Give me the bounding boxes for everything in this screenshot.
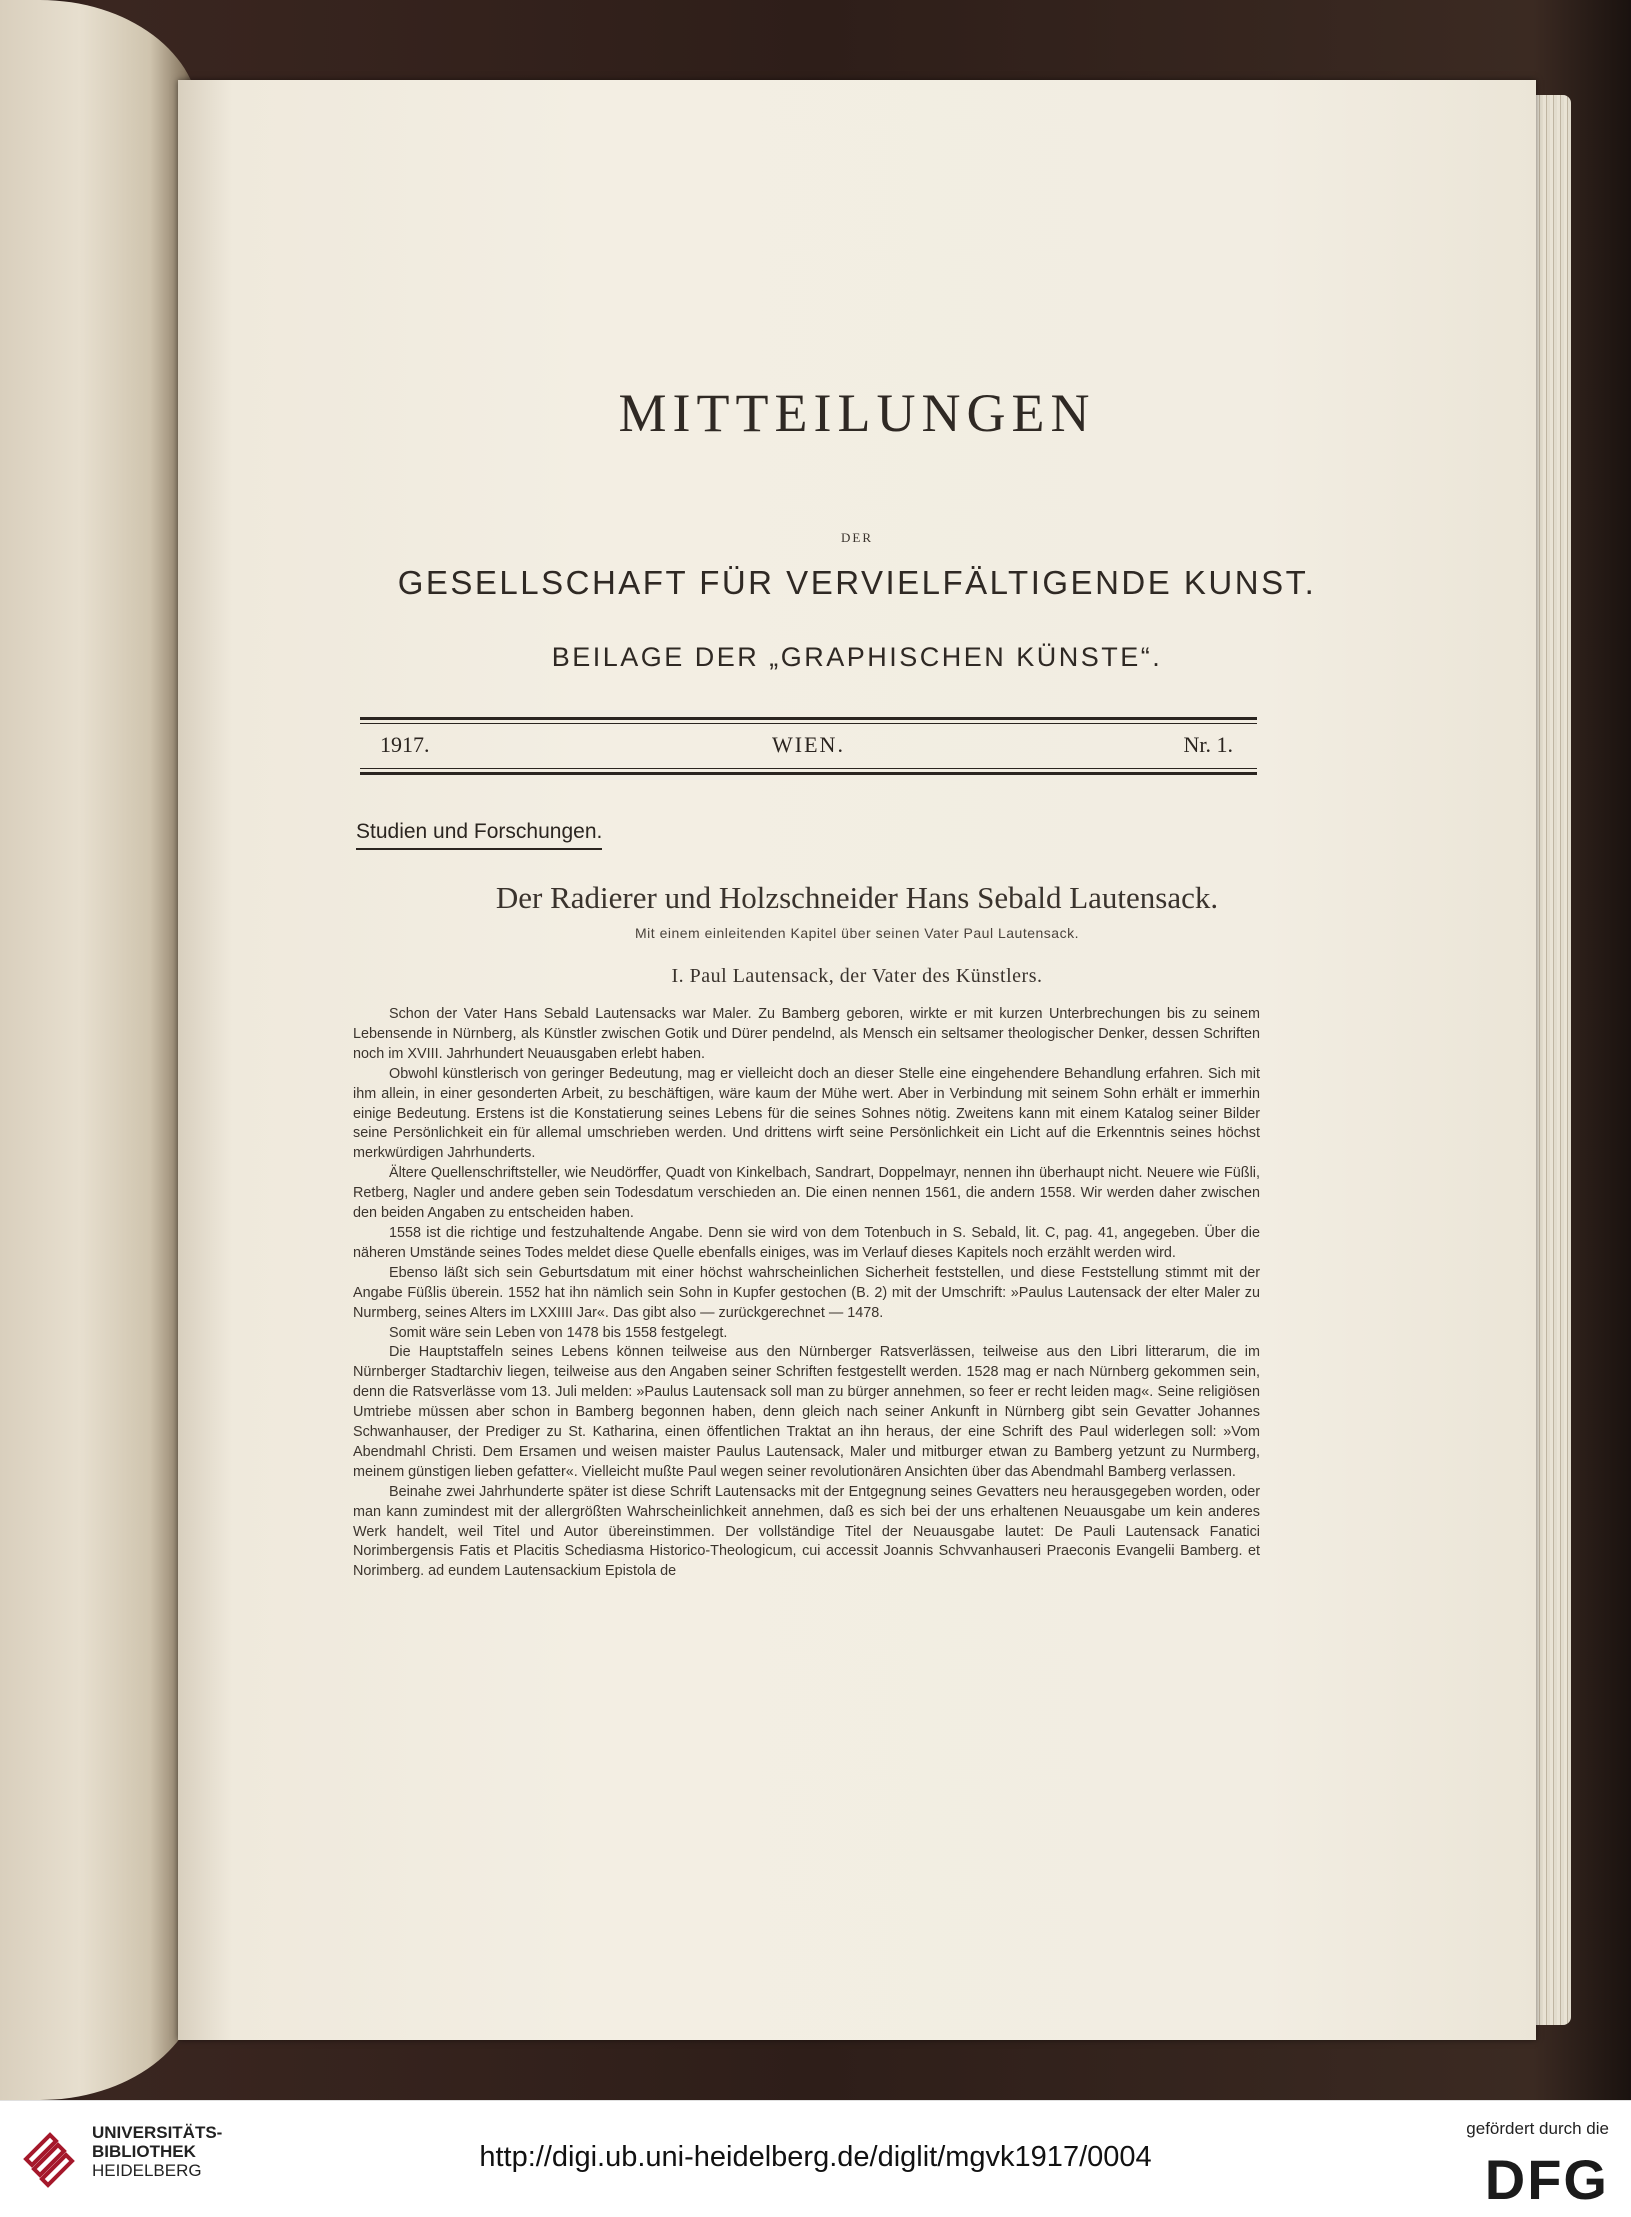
issue-year: 1917. — [380, 732, 430, 757]
journal-title-der: DER — [841, 530, 873, 545]
paragraph: Somit wäre sein Leben von 1478 bis 1558 festgelegt. — [389, 1324, 728, 1341]
issue-number: Nr. 1. — [1183, 732, 1233, 757]
previous-page-edge — [0, 0, 200, 2100]
dfg-logo[interactable]: DFG — [1484, 2148, 1609, 2211]
scanned-page — [178, 80, 1536, 2040]
supplement-line: BEILAGE DER „GRAPHISCHEN KÜNSTE“. — [551, 642, 1163, 672]
university-library-name[interactable]: UNIVERSITÄTS- BIBLIOTHEK HEIDELBERG — [92, 2123, 223, 2180]
rule-bottom-thin — [360, 768, 1257, 769]
article-body — [353, 1005, 1260, 1582]
paragraph: Beinahe zwei Jahrhunderte später ist diese Schrift Lautensacks mit der Entgegnung seines Gevatters neu herausgegeben worden, oder man kann zumindest mit der allergrößten Wahrscheinlichkeit annehmen, daß es sich bei der uns erhaltenen Neuausgabe um kein anderes Werk handelt, weil Titel und Autor übereinstimmen. Der vollständige Titel der Neuausgabe lautet: De Pauli Lautensack Fanatici Norimbergensis Fatis et Placitis Schediasma Historico-Theologicum, cui accessit Joannis Schvvanhauseri Praeconis Evangelii Bamberg. et Norimberg. ad eundem Lautensackium Epistola de — [353, 1483, 1260, 1580]
digitization-footer — [0, 2100, 1631, 2217]
paragraph: Ebenso läßt sich sein Geburtsdatum mit einer höchst wahrscheinlichen Sicherheit feststellen, und diese Feststellung stimmt mit der Angabe Füßlis überein. 1552 hat ihn nämlich sein Sohn in Kupfer gestochen (B. 2) mit der Umschrift: »Paulus Lautensack der elter Maler zu Nurmberg, seines Alters im LXXIIII Jar«. Das gibt also — zurückgerechnet — 1478. — [353, 1264, 1260, 1321]
rule-top — [360, 717, 1257, 720]
rule-bottom — [360, 772, 1257, 775]
paragraph: Obwohl künstlerisch von geringer Bedeutung, mag er vielleicht doch an dieser Stelle eine eingehendere Behandlung erfahren. Sich mit ihm allein, in einer gesonderten Arbeit, zu beschäftigen, wäre kaum der Mühe wert. Aber in Verbindung mit seinem Sohn erhält er immerhin einige Bedeutung. Erstens ist die Konstatierung seines Lebens für die seines Sohnes nötig. Zweitens kann mit einem Katalog seiner Bilder seine Persönlichkeit ein für allemal umschrieben werden. Und drittens wirft seine Persönlichkeit ein Licht auf die Erkenntnis seines höchst merkwürdigen Jahrhunderts. — [353, 1065, 1260, 1162]
rule-top-thin — [360, 723, 1257, 724]
society-name: GESELLSCHAFT FÜR VERVIELFÄLTIGENDE KUNST. — [397, 564, 1317, 601]
permalink-url[interactable]: http://digi.ub.uni-heidelberg.de/diglit/mgvk1917/0004 — [479, 2141, 1152, 2173]
paragraph: 1558 ist die richtige und festzuhaltende Angabe. Denn sie wird von dem Totenbuch in S. Sebald, lit. C, pag. 41, angegeben. Über die näheren Umstände seines Todes meldet diese Quelle ebenfalls einiges, was im Verlauf dieses Kapitels noch erzählt werden wird. — [353, 1224, 1260, 1261]
paragraph: Die Hauptstaffeln seines Lebens können teilweise aus den Nürnberger Ratsverlässen, teilweise aus den Libri litterarum, die im Nürnberger Stadtarchiv liegen, teilweise aus den Angaben seiner Schriften festgestellt werden. 1528 mag er nach Nürnberg gekommen sein, denn die Ratsverlässe vom 13. Juli melden: »Paulus Lautensack soll man zu bürger annehmen, so feer er recht leiden mag«. Seine religiösen Umtriebe müssen aber schon in Bamberg begonnen haben, denn gleich nach seiner Ankunft in Nürnberg gibt sein Gevatter Johannes Schwanhauser, der Prediger zu St. Katharina, einen öffentlichen Traktat an ihn heraus, der eine Schrift des Paul widerlegen soll: »Vom Abendmahl Christi. Dem Ersamen und weisen maister Paulus Lautensack, Maler und mitburger etwan zu Bamberg yetzunt zu Nurmberg, meinem günstigen lieben gefatter«. Vielleicht mußte Paul wegen seiner revolutionären Ansichten über das Abendmahl Bamberg verlassen. — [353, 1344, 1260, 1480]
section-heading: Studien und Forschungen. — [356, 820, 602, 850]
issue-city: WIEN. — [772, 732, 845, 757]
paragraph: Ältere Quellenschriftsteller, wie Neudörffer, Quadt von Kinkelbach, Sandrart, Doppelmayr, nennen ihn überhaupt nicht. Neuere wie Füßli, Retberg, Nagler und andere geben sein Todesdatum verschieden an. Die einen nennen 1561, die andern 1558. Wir werden daher zwischen den beiden Angaben zu entscheiden haben. — [353, 1165, 1260, 1222]
paragraph: Schon der Vater Hans Sebald Lautensacks war Maler. Zu Bamberg geboren, wirkte er mit kurzen Unterbrechungen bis zu seinem Lebensende in Nürnberg, als Künstler zwischen Gotik und Dürer pendelnd, als Mensch ein seltsamer theologischer Denker, dessen Schriften noch im XVIII. Jahrhundert Neuausgaben erlebt haben. — [353, 1006, 1260, 1062]
funding-caption: gefördert durch die — [1466, 2119, 1609, 2138]
chapter-title: I. Paul Lautensack, der Vater des Künstlers. — [671, 965, 1043, 987]
article-title: Der Radierer und Holzschneider Hans Sebald Lautensack. — [495, 880, 1219, 915]
journal-title: MITTEILUNGEN — [618, 383, 1096, 443]
issue-line — [360, 728, 1257, 764]
article-subtitle: Mit einem einleitenden Kapitel über seinen Vater Paul Lautensack. — [635, 925, 1079, 941]
